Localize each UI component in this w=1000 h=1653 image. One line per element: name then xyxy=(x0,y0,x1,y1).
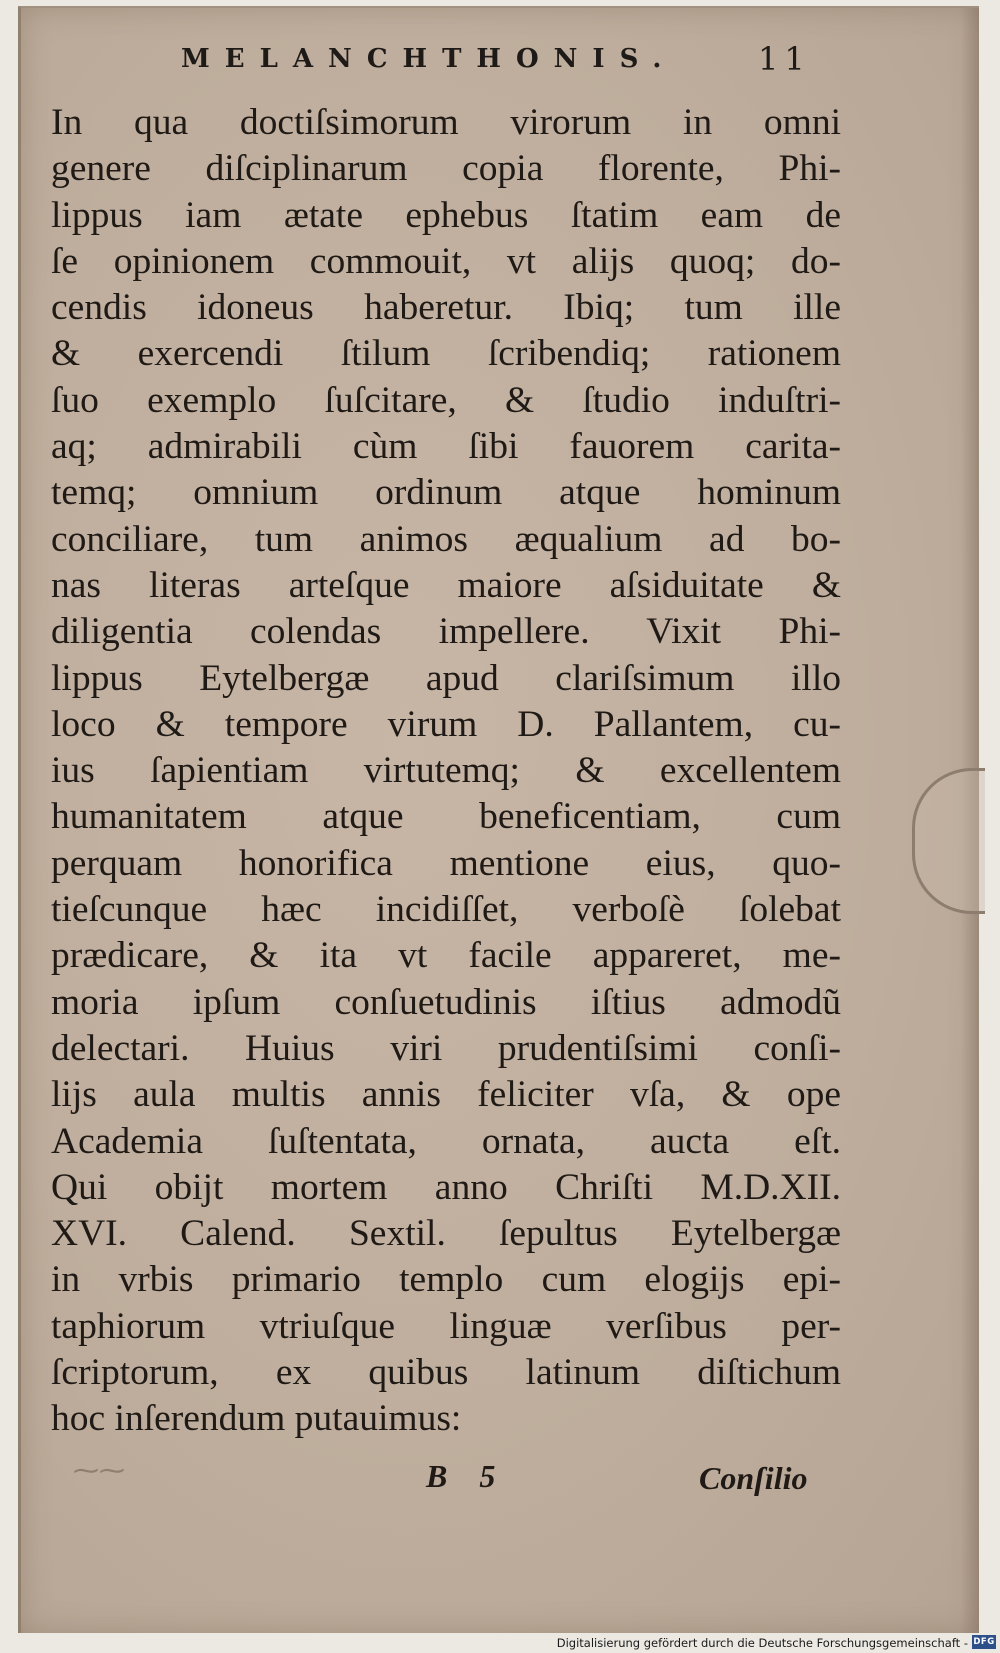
digitization-credit xyxy=(0,1633,1000,1653)
signature-mark: B 5 xyxy=(426,1458,508,1494)
ink-smudge: ⁓⁓ xyxy=(73,1456,125,1485)
text-line: loco & tempore virum D. Pallantem, cu- xyxy=(51,703,841,745)
text-line: lippus iam ætate ephebus ſtatim eam de xyxy=(51,194,841,236)
text-line: lippus Eytelbergæ apud clariſsimum illo xyxy=(51,657,841,699)
text-line: tieſcunque hæc incidiſſet, verboſè ſolebat xyxy=(51,889,841,931)
text-line: humanitatem atque beneficentiam, cum xyxy=(51,796,841,838)
text-line: nas literas arteſque maiore aſsiduitate & xyxy=(51,564,841,606)
text-line: moria ipſum conſuetudinis iſtius admodũ xyxy=(51,981,841,1023)
running-head: MELANCHTHONIS. xyxy=(181,44,677,74)
text-line: & exercendi ſtilum ſcribendiq; rationem xyxy=(51,333,841,375)
text-line: In qua doctiſsimorum virorum in omni xyxy=(51,102,841,143)
text-line: lijs aula multis annis feliciter vſa, & ope xyxy=(51,1074,841,1116)
dfg-logo-icon: DFG xyxy=(973,1637,995,1647)
text-line: genere diſciplinarum copia florente, Phi- xyxy=(51,148,841,190)
text-line: conciliare, tum animos æqualium ad bo- xyxy=(51,518,841,560)
text-line: delectari. Huius viri prudentiſsimi conſi- xyxy=(51,1027,841,1069)
text-line: prædicare, & ita vt facile appareret, me- xyxy=(51,935,841,977)
book-page xyxy=(18,6,979,1633)
text-line: hoc inſerendum putauimus: xyxy=(51,1398,462,1440)
page-header xyxy=(21,38,979,88)
body-text xyxy=(51,100,841,1443)
text-line: cendis idoneus haberetur. Ibiq; tum ille xyxy=(51,287,841,329)
text-line: diligentia colendas impellere. Vixit Phi- xyxy=(51,611,841,653)
text-line: temq; omnium ordinum atque hominum xyxy=(51,472,841,514)
credit-text: Digitalisierung gefördert durch die Deutsche Forschungsgemeinschaft - xyxy=(556,1636,968,1650)
text-line: ius ſapientiam virtutemq; & excellentem xyxy=(51,750,841,792)
text-line: taphiorum vtriuſque linguæ verſibus per- xyxy=(51,1305,841,1347)
text-line: ſcriptorum, ex quibus latinum diſtichum xyxy=(51,1352,841,1394)
text-line: ſuo exemplo ſuſcitare, & ſtudio induſtri- xyxy=(51,379,841,421)
text-line: aq; admirabili cùm ſibi fauorem carita- xyxy=(51,426,841,468)
text-line: perquam honorifica mentione eius, quo- xyxy=(51,842,841,884)
catchword: Conſilio xyxy=(699,1460,808,1496)
text-line: ſe opinionem commouit, vt alijs quoq; do- xyxy=(51,240,841,282)
text-line: Qui obijt mortem anno Chriſti M.D.XII. xyxy=(51,1166,841,1208)
text-line: in vrbis primario templo cum elogijs epi- xyxy=(51,1259,841,1301)
text-line: Academia ſuſtentata, ornata, aucta eſt. xyxy=(51,1120,841,1162)
page-number: 11 xyxy=(758,40,811,78)
text-line: XVI. Calend. Sextil. ſepultus Eytelbergæ xyxy=(51,1213,841,1255)
